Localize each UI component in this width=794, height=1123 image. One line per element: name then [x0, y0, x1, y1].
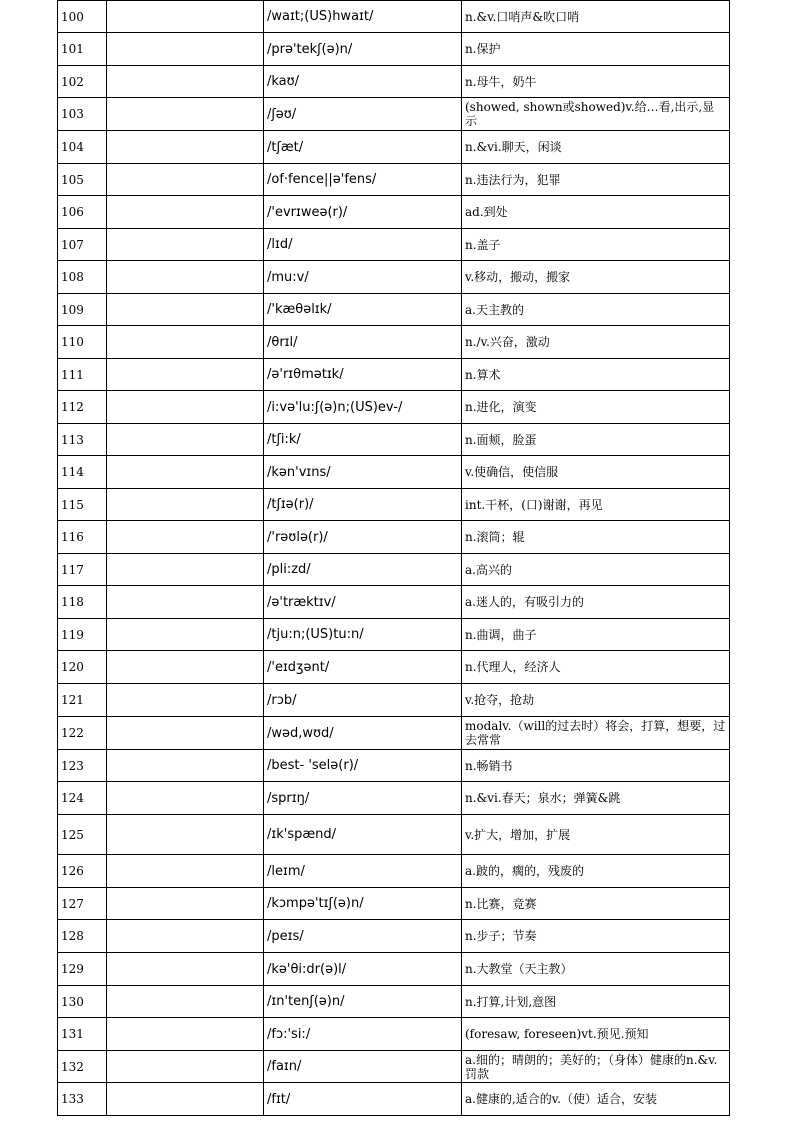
row-phonetic: /sprɪŋ/ — [264, 782, 462, 815]
row-word — [107, 888, 264, 920]
row-number: 107 — [58, 229, 107, 261]
table-row — [58, 196, 730, 229]
row-definition: int.干杯，(口)谢谢，再见 — [462, 489, 730, 521]
table-row — [58, 920, 730, 953]
row-phonetic: /tʃi:k/ — [264, 424, 462, 456]
row-definition: n.&v.口哨声&吹口哨 — [462, 1, 730, 33]
vocabulary-table — [57, 0, 730, 1116]
row-number: 128 — [58, 920, 107, 953]
row-definition: n.曲调，曲子 — [462, 619, 730, 651]
row-phonetic: /wəd,wʊd/ — [264, 717, 462, 750]
row-number: 110 — [58, 326, 107, 359]
row-definition: modalv.（will的过去时）将会，打算，想要，过去常常 — [462, 717, 730, 750]
table-row — [58, 521, 730, 554]
table-row — [58, 619, 730, 651]
row-definition: n.滚筒；辊 — [462, 521, 730, 554]
row-definition: n.进化，演变 — [462, 391, 730, 424]
table-row — [58, 750, 730, 782]
row-number: 129 — [58, 953, 107, 986]
row-phonetic: /ʃəʊ/ — [264, 98, 462, 131]
row-definition: n.面颊，脸蛋 — [462, 424, 730, 456]
table-row — [58, 66, 730, 98]
row-phonetic: /'eɪdʒənt/ — [264, 651, 462, 684]
row-phonetic: /peɪs/ — [264, 920, 462, 953]
row-number: 126 — [58, 855, 107, 888]
row-word — [107, 229, 264, 261]
row-number: 112 — [58, 391, 107, 424]
row-definition: ad.到处 — [462, 196, 730, 229]
row-word — [107, 717, 264, 750]
row-phonetic: /mu:v/ — [264, 261, 462, 294]
row-word — [107, 456, 264, 489]
row-phonetic: /best- 'selə(r)/ — [264, 750, 462, 782]
table-row — [58, 326, 730, 359]
row-number: 123 — [58, 750, 107, 782]
row-phonetic: /of·fence||ə'fens/ — [264, 164, 462, 196]
row-word — [107, 489, 264, 521]
row-phonetic: /rɔb/ — [264, 684, 462, 717]
table-row — [58, 888, 730, 920]
row-phonetic: /ɪn'tenʃ(ə)n/ — [264, 986, 462, 1018]
row-number: 118 — [58, 586, 107, 619]
row-word — [107, 294, 264, 326]
table-row — [58, 855, 730, 888]
row-phonetic: /tʃɪə(r)/ — [264, 489, 462, 521]
row-word — [107, 164, 264, 196]
row-phonetic: /kə'θi:dr(ə)l/ — [264, 953, 462, 986]
table-row — [58, 1051, 730, 1083]
row-definition: n.大教堂（天主教） — [462, 953, 730, 986]
table-row — [58, 717, 730, 750]
row-number: 105 — [58, 164, 107, 196]
table-row — [58, 294, 730, 326]
row-definition: a.跛的，瘸的，残废的 — [462, 855, 730, 888]
row-word — [107, 554, 264, 586]
table-row — [58, 229, 730, 261]
row-word — [107, 326, 264, 359]
table-row — [58, 586, 730, 619]
row-word — [107, 750, 264, 782]
row-definition: v.抢夺，抢劫 — [462, 684, 730, 717]
row-phonetic: /'kæθəlɪk/ — [264, 294, 462, 326]
row-definition: v.使确信，使信服 — [462, 456, 730, 489]
row-phonetic: /pli:zd/ — [264, 554, 462, 586]
row-definition: n.&vi.春天；泉水；弹簧&跳 — [462, 782, 730, 815]
row-number: 115 — [58, 489, 107, 521]
row-definition: n.母牛，奶牛 — [462, 66, 730, 98]
row-phonetic: /ə'rɪθmətɪk/ — [264, 359, 462, 391]
row-word — [107, 33, 264, 66]
row-definition: n.畅销书 — [462, 750, 730, 782]
row-word — [107, 391, 264, 424]
row-definition: v.移动，搬动，搬家 — [462, 261, 730, 294]
row-number: 130 — [58, 986, 107, 1018]
row-phonetic: /leɪm/ — [264, 855, 462, 888]
table-row — [58, 953, 730, 986]
table-row — [58, 131, 730, 164]
row-definition: (showed, shown或showed)v.给…看,出示,显示 — [462, 98, 730, 131]
row-number: 102 — [58, 66, 107, 98]
row-number: 103 — [58, 98, 107, 131]
table-row — [58, 815, 730, 855]
row-number: 119 — [58, 619, 107, 651]
row-number: 131 — [58, 1018, 107, 1051]
row-number: 106 — [58, 196, 107, 229]
row-definition: a.细的；晴朗的；美好的；（身体）健康的n.&v.罚款 — [462, 1051, 730, 1083]
row-phonetic: /ə'træktɪv/ — [264, 586, 462, 619]
row-word — [107, 815, 264, 855]
table-row — [58, 1018, 730, 1051]
row-phonetic: /i:və'lu:ʃ(ə)n;(US)ev-/ — [264, 391, 462, 424]
table-row — [58, 782, 730, 815]
row-definition: (foresaw, foreseen)vt.预见.预知 — [462, 1018, 730, 1051]
row-number: 121 — [58, 684, 107, 717]
row-word — [107, 1018, 264, 1051]
row-definition: v.扩大，增加，扩展 — [462, 815, 730, 855]
row-word — [107, 920, 264, 953]
table-row — [58, 164, 730, 196]
row-word — [107, 619, 264, 651]
table-row — [58, 986, 730, 1018]
row-phonetic: /tʃæt/ — [264, 131, 462, 164]
row-number: 125 — [58, 815, 107, 855]
row-word — [107, 586, 264, 619]
row-word — [107, 651, 264, 684]
row-number: 124 — [58, 782, 107, 815]
row-word — [107, 196, 264, 229]
row-number: 127 — [58, 888, 107, 920]
row-phonetic: /kən'vɪns/ — [264, 456, 462, 489]
row-phonetic: /fɪt/ — [264, 1083, 462, 1116]
row-word — [107, 1, 264, 33]
row-word — [107, 986, 264, 1018]
row-number: 117 — [58, 554, 107, 586]
table-row — [58, 359, 730, 391]
table-row — [58, 554, 730, 586]
row-definition: n.代理人，经济人 — [462, 651, 730, 684]
table-row — [58, 651, 730, 684]
table-row — [58, 1083, 730, 1116]
row-phonetic: /kaʊ/ — [264, 66, 462, 98]
row-definition: a.健康的,适合的v.（使）适合，安装 — [462, 1083, 730, 1116]
row-number: 114 — [58, 456, 107, 489]
table-row — [58, 684, 730, 717]
row-definition: n.&vi.聊天，闲谈 — [462, 131, 730, 164]
row-definition: n.打算,计划,意图 — [462, 986, 730, 1018]
row-phonetic: /ɪk'spænd/ — [264, 815, 462, 855]
row-definition: n.步子；节奏 — [462, 920, 730, 953]
table-row — [58, 261, 730, 294]
row-phonetic: /θrɪl/ — [264, 326, 462, 359]
row-number: 100 — [58, 1, 107, 33]
row-definition: a.迷人的，有吸引力的 — [462, 586, 730, 619]
row-number: 101 — [58, 33, 107, 66]
row-phonetic: /'evrɪweə(r)/ — [264, 196, 462, 229]
row-definition: n.算术 — [462, 359, 730, 391]
row-phonetic: /tju:n;(US)tu:n/ — [264, 619, 462, 651]
vocabulary-table-body — [58, 1, 730, 1116]
row-number: 133 — [58, 1083, 107, 1116]
row-word — [107, 521, 264, 554]
table-row — [58, 391, 730, 424]
row-word — [107, 953, 264, 986]
row-number: 111 — [58, 359, 107, 391]
row-phonetic: /waɪt;(US)hwaɪt/ — [264, 1, 462, 33]
row-number: 104 — [58, 131, 107, 164]
row-definition: n.盖子 — [462, 229, 730, 261]
row-definition: n./v.兴奋，激动 — [462, 326, 730, 359]
row-phonetic: /lɪd/ — [264, 229, 462, 261]
row-number: 120 — [58, 651, 107, 684]
row-word — [107, 261, 264, 294]
row-definition: n.违法行为，犯罪 — [462, 164, 730, 196]
row-phonetic: /'rəʊlə(r)/ — [264, 521, 462, 554]
row-number: 109 — [58, 294, 107, 326]
row-word — [107, 359, 264, 391]
table-row — [58, 424, 730, 456]
row-number: 108 — [58, 261, 107, 294]
row-number: 113 — [58, 424, 107, 456]
table-row — [58, 456, 730, 489]
table-row — [58, 33, 730, 66]
row-phonetic: /prə'tekʃ(ə)n/ — [264, 33, 462, 66]
row-definition: n.比赛，竞赛 — [462, 888, 730, 920]
row-word — [107, 131, 264, 164]
row-phonetic: /fɔ:'si:/ — [264, 1018, 462, 1051]
row-word — [107, 424, 264, 456]
row-phonetic: /kɔmpə'tɪʃ(ə)n/ — [264, 888, 462, 920]
row-word — [107, 1051, 264, 1083]
row-phonetic: /faɪn/ — [264, 1051, 462, 1083]
row-word — [107, 1083, 264, 1116]
row-definition: n.保护 — [462, 33, 730, 66]
row-number: 132 — [58, 1051, 107, 1083]
table-row — [58, 489, 730, 521]
row-word — [107, 855, 264, 888]
table-row — [58, 98, 730, 131]
row-definition: a.高兴的 — [462, 554, 730, 586]
row-number: 116 — [58, 521, 107, 554]
row-definition: a.天主教的 — [462, 294, 730, 326]
row-number: 122 — [58, 717, 107, 750]
row-word — [107, 684, 264, 717]
row-word — [107, 66, 264, 98]
row-word — [107, 98, 264, 131]
table-row — [58, 1, 730, 33]
row-word — [107, 782, 264, 815]
